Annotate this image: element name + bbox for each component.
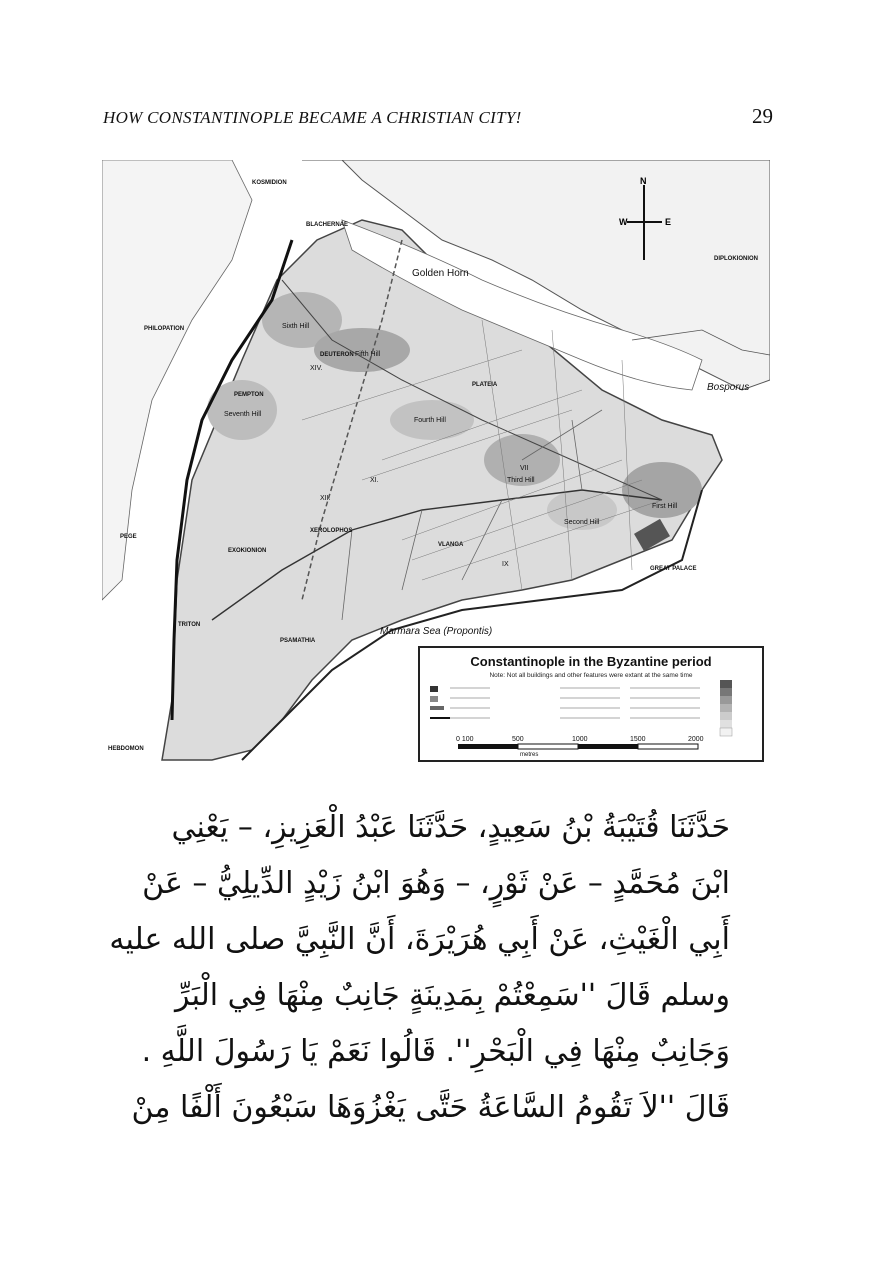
label-exokionion: EXOKIONION xyxy=(228,548,267,554)
label-philopation: PHILOPATION xyxy=(144,326,185,332)
scale-unit: metres xyxy=(520,752,539,758)
scale-tick-1: 500 xyxy=(512,736,524,743)
label-xi: XI. xyxy=(370,477,379,484)
label-pege: PEGE xyxy=(120,534,137,540)
label-golden-horn: Golden Horn xyxy=(412,268,469,279)
label-first-hill: First Hill xyxy=(652,503,678,510)
label-xerolophos: XEROLOPHOS xyxy=(310,528,353,534)
label-seventh-hill: Seventh Hill xyxy=(224,411,262,418)
running-header xyxy=(103,104,773,134)
constantinople-map xyxy=(102,160,770,768)
label-blachernae: BLACHERNAE xyxy=(306,222,348,228)
running-title: HOW CONSTANTINOPLE BECAME A CHRISTIAN CITY! xyxy=(103,108,522,127)
text-line-2: ابْنَ مُحَمَّدٍ – عَنْ ثَوْرٍ، – وَهُوَ ابْنُ زَيْدٍ الدِّيلِيُّ – عَنْ xyxy=(142,866,730,901)
label-deuteron: DEUTERON xyxy=(320,352,354,358)
legend-note: Note: Not all buildings and other features were extant at the same time xyxy=(489,672,693,679)
text-line-4: وسلم قَالَ ''سَمِعْتُمْ بِمَدِينَةٍ جَانِبٌ مِنْهَا فِي الْبَرِّ xyxy=(175,978,730,1013)
label-vii: VII xyxy=(520,465,529,472)
label-sixth-hill: Sixth Hill xyxy=(282,323,310,330)
compass-n: N xyxy=(640,176,647,186)
label-triton: TRITON xyxy=(178,622,201,628)
elevation-key xyxy=(720,680,732,736)
legend-graphics xyxy=(420,648,762,760)
compass-w: W xyxy=(619,217,628,227)
label-bosporus: Bosporus xyxy=(707,382,750,393)
compass-e: E xyxy=(665,217,672,227)
label-great-palace: GREAT PALACE xyxy=(650,566,697,572)
label-marmara-sea: Marmara Sea (Propontis) xyxy=(380,626,493,637)
scale-tick-0: 0 100 xyxy=(456,736,474,743)
label-fourth-hill: Fourth Hill xyxy=(414,417,446,424)
label-diplokionion: DIPLOKIONION xyxy=(714,256,759,262)
label-vlanga: VLANGA xyxy=(438,542,464,548)
label-hebdomon: HEBDOMON xyxy=(108,746,144,752)
label-plateia: PLATEIA xyxy=(472,382,498,388)
arabic-hadith-text xyxy=(109,800,730,1136)
text-line-5: وَجَانِبٌ مِنْهَا فِي الْبَحْرِ''. قَالُوا نَعَمْ يَا رَسُولَ اللَّهِ . xyxy=(141,1034,730,1069)
label-third-hill: Third Hill xyxy=(507,477,535,484)
label-ix: IX xyxy=(502,561,509,568)
fifth-hill-shade xyxy=(314,328,410,372)
scale-tick-2: 1000 xyxy=(572,736,588,743)
scale-tick-4: 2000 xyxy=(688,736,704,743)
label-second-hill: Second Hill xyxy=(564,519,600,526)
label-xiv: XIV. xyxy=(310,365,323,372)
label-pempton: PEMPTON xyxy=(234,392,264,398)
label-kosmidion: KOSMIDION xyxy=(252,180,287,186)
text-line-6: قَالَ ''لاَ تَقُومُ السَّاعَةُ حَتَّى يَغْزُوَهَا سَبْعُونَ أَلْفًا مِنْ xyxy=(131,1090,730,1125)
text-line-3: أَبِي الْغَيْثِ، عَنْ أَبِي هُرَيْرَةَ، أَنَّ النَّبِيَّ صلى الله عليه xyxy=(109,922,730,957)
legend-title: Constantinople in the Byzantine period xyxy=(470,654,712,669)
page-number: 29 xyxy=(752,104,773,128)
text-line-1: حَدَّثَنَا قُتَيْبَةُ بْنُ سَعِيدٍ، حَدَّثَنَا عَبْدُ الْعَزِيزِ، – يَعْنِي xyxy=(171,810,730,845)
scale-bar xyxy=(458,744,698,749)
map-legend xyxy=(418,646,764,762)
label-xii: XII. xyxy=(320,495,331,502)
scale-tick-3: 1500 xyxy=(630,736,646,743)
label-psamathia: PSAMATHIA xyxy=(280,638,316,644)
label-fifth-hill: Fifth Hill xyxy=(355,351,381,358)
